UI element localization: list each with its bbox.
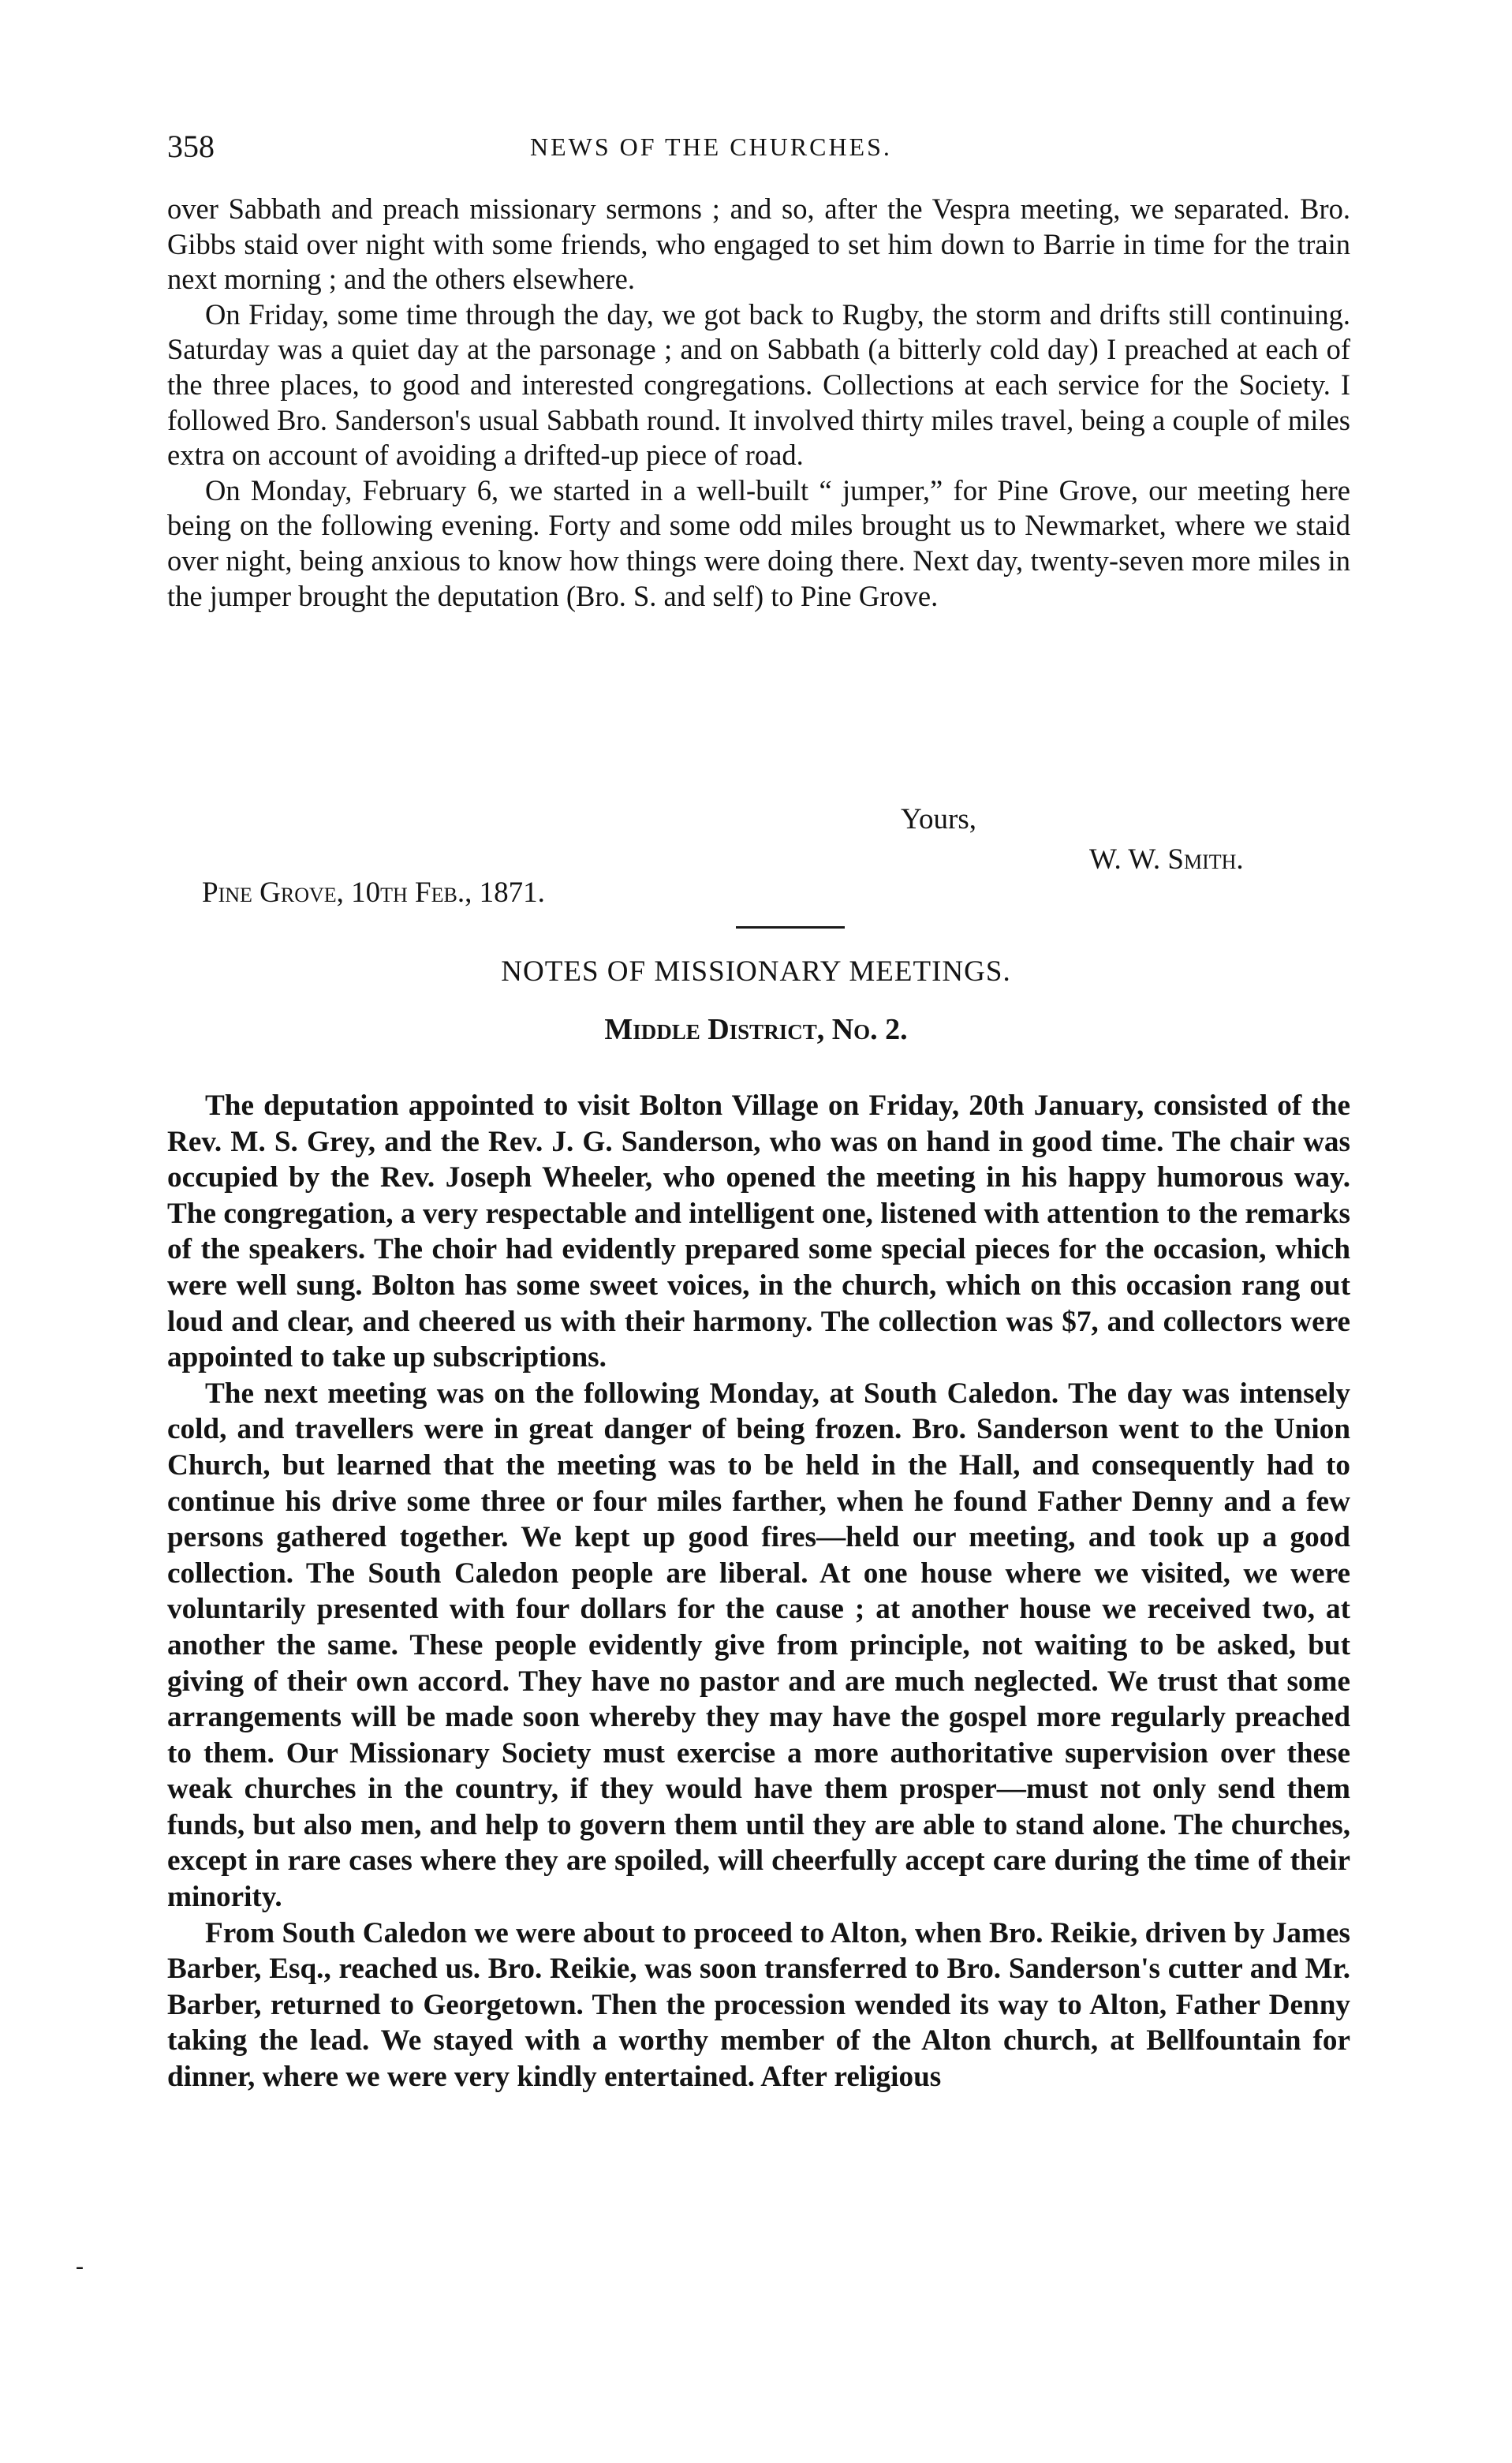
section-subtitle: Middle District, No. 2. bbox=[604, 1013, 908, 1046]
page-header bbox=[167, 128, 1358, 167]
section-body bbox=[167, 1088, 1350, 2095]
section-title: NOTES OF MISSIONARY MEETINGS. bbox=[501, 955, 1011, 988]
letter-paragraph: On Monday, February 6, we started in a well-built “ jumper,” for Pine Grove, our meeting here being on the following evening. Forty and some odd miles brought us to Newmarket, where we staid over night, being anxious to know how things were doing there. Next day, twenty-seven more miles in the jumper brought the deputation (Bro. S. and self) to Pine Grove. bbox=[167, 473, 1350, 612]
letter-paragraph: On Friday, some time through the day, we got back to Rugby, the storm and drifts still continuing. Saturday was a quiet day at the parsonage ; and on Sabbath (a bitterly cold day) I preached at each of the three places, to good and interested congregations. Collections at each service for the Society. I followed Bro. Sanderson's usual Sabbath round. It involved thirty miles travel, being a couple of miles extra on account of avoiding a drifted-up piece of road. bbox=[167, 297, 1350, 472]
letter-place-date: Pine Grove, 10th Feb., 1871. bbox=[202, 876, 545, 909]
letter-closing: Yours, bbox=[901, 803, 976, 835]
letter-body bbox=[167, 192, 1350, 614]
section-paragraph: The next meeting was on the following Monday, at South Caledon. The day was intensely cold, and travellers were in great danger of being frozen. Bro. Sanderson went to the Union Church, but learned that the meeting was to be held in the Hall, and consequently had to continue his drive some three or four miles farther, when he found Father Denny and a few persons gathered together. We kept up good fires—held our meeting, and took up a good collection. The South Caledon people are liberal. At one house where we visited, we were voluntarily presented with four dollars for the cause ; at another house we received two, at another the same. These people evidently give from principle, not waiting to be asked, but giving of their own accord. They have no pastor and are much neglected. We trust that some arrangements will be made soon whereby they may have the gospel more regularly preached to them. Our Missionary Society must exercise a more authoritative supervision over these weak churches in the country, if they would have them prosper—must not only send them funds, but also men, and help to govern them until they are able to stand alone. The churches, except in rare cases where they are spoiled, will cheerfully accept care during the time of their minority. bbox=[167, 1377, 1350, 1914]
page-number: 358 bbox=[167, 129, 215, 164]
running-head: NEWS OF THE CHURCHES. bbox=[530, 133, 892, 161]
section-divider bbox=[736, 926, 845, 929]
section-paragraph: From South Caledon we were about to proceed to Alton, when Bro. Reikie, driven by James Barber, Esq., reached us. Bro. Reikie, was soon transferred to Bro. Sanderson's cutter and Mr. Barber, returned to Georgetown. Then the procession wended its way to Alton, Father Denny taking the lead. We stayed with a worthy member of the Alton church, at Bellfountain for dinner, where we were very kindly entertained. After religious bbox=[167, 1916, 1350, 2094]
letter-paragraph: over Sabbath and preach missionary sermons ; and so, after the Vespra meeting, we separated. Bro. Gibbs staid over night with some friends, who engaged to set him down to Barrie in time for the train next morning ; and the others elsewhere. bbox=[167, 192, 1350, 296]
letter-signature: W. W. Smith. bbox=[1089, 843, 1244, 876]
section-paragraph: The deputation appointed to visit Bolton Village on Friday, 20th January, consisted of the Rev. M. S. Grey, and the Rev. J. G. Sanderson, who was on hand in good time. The chair was occupied by the Rev. Joseph Wheeler, who opened the meeting in his happy humorous way. The congregation, a very respectable and intelligent one, listened with attention to the remarks of the speakers. The choir had evidently prepared some special pieces for the occasion, which were well sung. Bolton has some sweet voices, in the church, which on this occasion rang out loud and clear, and cheered us with their harmony. The collection was $7, and collectors were appointed to take up subscriptions. bbox=[167, 1089, 1350, 1374]
margin-mark: - bbox=[76, 2253, 84, 2279]
